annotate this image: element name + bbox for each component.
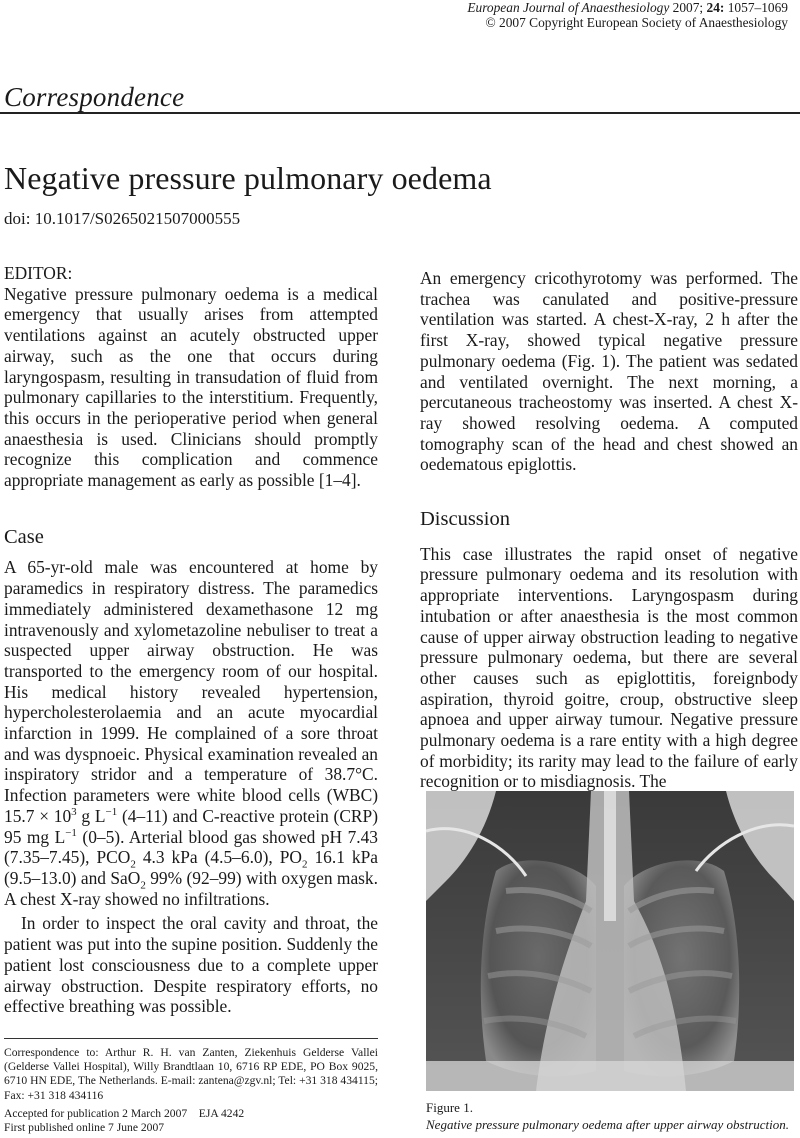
editor-salutation: EDITOR: <box>4 263 73 283</box>
pco2-text: 4.3 kPa (4.5–6.0), PO <box>135 847 302 868</box>
article-doi: doi: 10.1017/S0265021507000555 <box>4 209 241 228</box>
xray-diaphragm <box>426 1061 794 1091</box>
left-column <box>4 263 378 1017</box>
sao2-subscript: 2 <box>140 879 146 892</box>
journal-name: European Journal of Anaesthesiology <box>467 0 670 15</box>
intro-paragraph: Negative pressure pulmonary oedema is a medical emergency that usually arises from attempted ventilations against an acutely obstructed upper airway, such as the one that occurs during laryngospasm, resulting in transudation of fluid from pulmonary capillaries to the interstitium. Frequently, this occurs in the perioperative period when general anaesthesia is used. Clinicians should promptly recognize this complication and commence appropriate management as early as possible [1–4]. <box>4 283 378 491</box>
published-date: First published online 7 June 2007 <box>4 1121 165 1134</box>
wbc-unit: g L <box>76 805 106 826</box>
section-title: Correspondence <box>4 82 185 112</box>
wbc-exponent: 3 <box>71 806 77 819</box>
pco2-subscript: 2 <box>130 858 136 871</box>
footnote-divider <box>4 1038 378 1039</box>
case-p1-text: A 65-yr-old male was encountered at home by paramedics in respiratory distress. The paramedics immediately administered dexamethasone 12 mg intravenously and xylometazoline nebuliser to treat a suspected upper airway obstruction. He was transported to the emergency room of our hospital. His medical history revealed hypertension, hypercholesterolaemia and an acute myocardial infarction in 1999. He complained of a sore throat and was dyspnoeic. Physical examination revealed an inspiratory stridor and a temperature of 38.7°C. Infection parameters were white blood cells (WBC) <box>4 557 378 806</box>
discussion-heading: Discussion <box>420 508 510 531</box>
chest-xray-image <box>426 791 794 1091</box>
crp-text: (CRP) 95 mg L <box>4 805 378 847</box>
po2-subscript: 2 <box>301 858 308 871</box>
journal-pages: 1057–1069 <box>727 0 788 15</box>
figure-caption: Negative pressure pulmonary oedema after upper airway obstruction. <box>426 1117 789 1132</box>
journal-year: 2007; <box>672 0 704 15</box>
case-paragraph-2: In order to inspect the oral cavity and throat, the patient was put into the supine position. Suddenly the patient lost consciousness due to a complete upper airway obstruction. Despite respiratory efforts, no effective breathing was possible. <box>4 913 378 1017</box>
wbc-value: 15.7 × 10 <box>4 805 72 826</box>
crp-exponent: −1 <box>65 826 77 839</box>
publication-dates <box>4 1107 244 1135</box>
accepted-date: Accepted for publication 2 March 2007 EJA 4242 <box>4 1107 245 1120</box>
wbc-reference: (4–11) and C-reactive protein <box>117 805 329 826</box>
xray-trachea-tube <box>604 791 616 921</box>
figure-label: Figure 1. <box>426 1100 473 1115</box>
discussion-paragraph: This case illustrates the rapid onset of negative pressure pulmonary oedema and its resolution with appropriate interventions. Laryngospasm during intubation or after anaesthesia is the most common cause of upper airway obstruction leading to negative pressure pulmonary oedema, but there are several other causes such as epiglottitis, foreignbody aspiration, thyroid goitre, croup, obstructive sleep apnoea and upper airway tumour. Negative pressure pulmonary oedema is a rare entity with a high degree of morbidity; its rarity may lead to the failure of early recognition or to misdiagnosis. The <box>420 543 798 792</box>
case-continuation: An emergency cricothyrotomy was performed. The trachea was canulated and positive-pressure ventilation was started. A chest-X-ray, 2 h after the first X-ray, showed typical negative pressure pulmonary oedema (Fig. 1). The patient was sedated and ventilated overnight. The next morning, a percutaneous tracheostomy was inserted. A chest X-ray showed resolving oedema. A computed tomography scan of the head and chest showed an oedematous epiglottis. <box>420 268 798 475</box>
wbc-unit-exponent: −1 <box>105 806 118 819</box>
journal-volume: 24: <box>706 0 725 15</box>
sao2-text: 99% (92–99) with oxygen mask. A chest X-ray showed no infiltrations. <box>4 867 378 909</box>
right-column <box>420 268 798 792</box>
case-heading: Case <box>4 525 44 548</box>
correspondence-footnote: Correspondence to: Arthur R. H. van Zanten, Ziekenhuis Gelderse Vallei (Gelderse Vallei Hospital), Willy Brandtlaan 10, 6716 RP EDE, PO Box 9025, 6710 HN EDE, The Netherlands. E-mail: zantena@zgv.nl; Tel: +31 318 434115; Fax: +31 318 434116 <box>4 1046 378 1102</box>
section-divider <box>0 112 800 114</box>
article-title: Negative pressure pulmonary oedema <box>4 160 492 196</box>
journal-copyright: © 2007 Copyright European Society of Anaesthesiology <box>485 15 788 30</box>
journal-citation <box>467 0 788 15</box>
journal-header <box>467 0 788 30</box>
case-paragraph-1 <box>4 557 378 909</box>
po2-text: 16.1 kPa (9.5–13.0) and SaO <box>4 847 378 888</box>
abg-text: (0–5). Arterial blood gas showed pH 7.43 (7.35–7.45), PCO <box>4 826 378 868</box>
